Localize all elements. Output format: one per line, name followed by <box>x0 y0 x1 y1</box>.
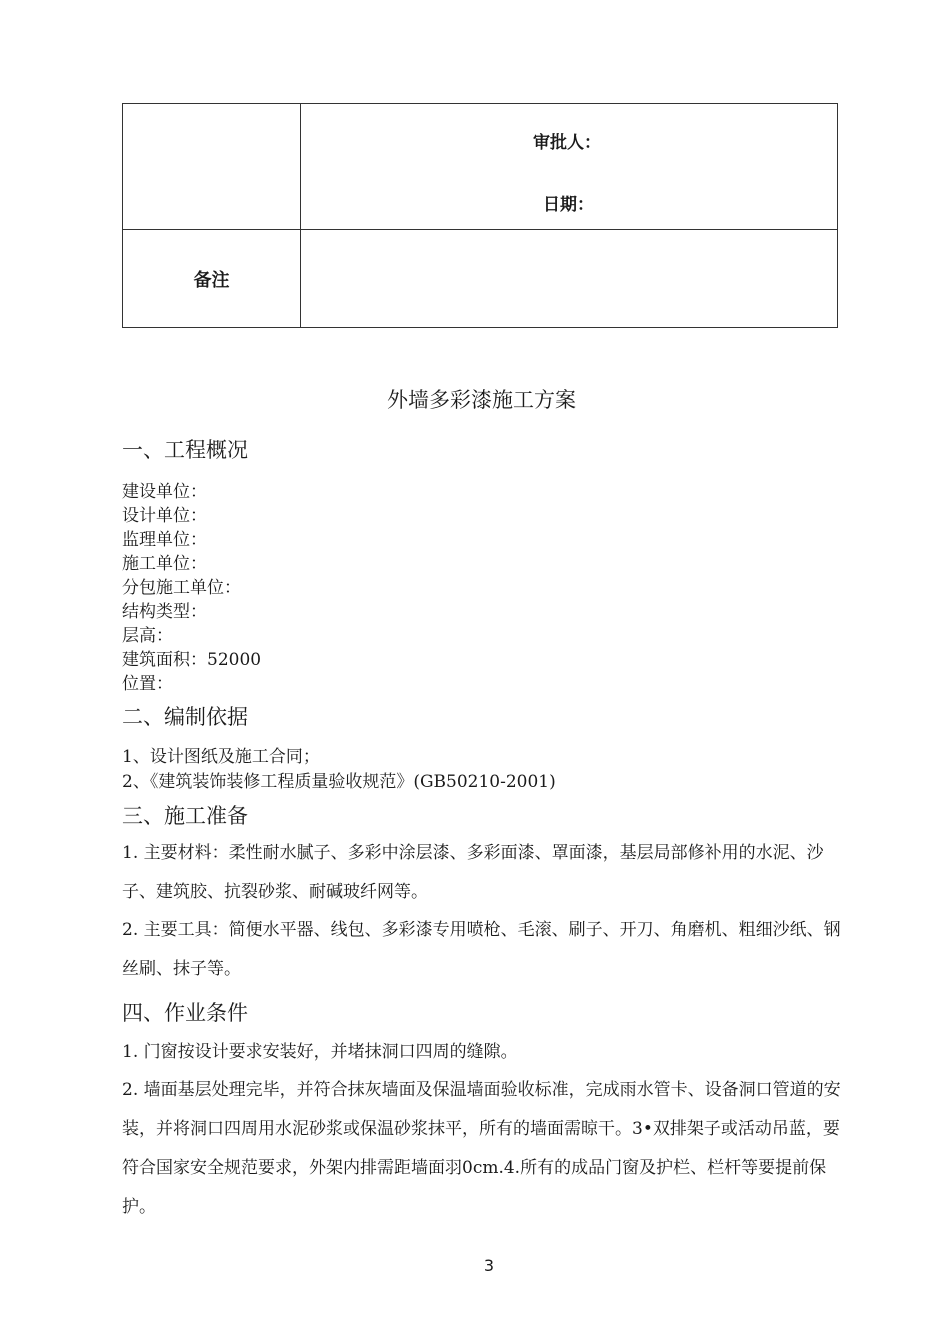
section-heading-basis: 二、编制依据 <box>122 705 248 729</box>
page-number: 3 <box>483 1256 495 1275</box>
approval-table <box>122 103 838 328</box>
condition-item: 2. 墙面基层处理完毕，并符合抹灰墙面及保温墙面验收标准，完成雨水管卡、设备洞口管道的安装，并将洞口四周用水泥砂浆或保温砂浆抹平，所有的墙面需晾干。3•双排架子或活动吊蓝，要符合国家安全规范要求，外架内排需距墙面羽0cm.4.所有的成品门窗及护栏、栏杆等要提前保护。 <box>122 1080 841 1217</box>
field-supervision-unit: 监理单位： <box>122 530 207 550</box>
field-structure-type: 结构类型： <box>122 602 207 622</box>
date-label: 日期： <box>543 195 594 215</box>
basis-item: 1、设计图纸及施工合同； <box>122 747 320 767</box>
approval-cell <box>301 104 838 230</box>
field-construction-unit: 建设单位： <box>122 482 207 502</box>
remarks-row <box>123 230 838 328</box>
preparation-tools: 2. 主要工具：简便水平器、线包、多彩漆专用喷枪、毛滚、刷子、开刀、角磨机、粗细沙纸、钢丝刷、抹子等。 <box>122 920 841 979</box>
remarks-label: 备注 <box>123 230 301 328</box>
field-design-unit: 设计单位： <box>122 506 207 526</box>
section-heading-preparation: 三、施工准备 <box>122 804 248 828</box>
document-title: 外墙多彩漆施工方案 <box>387 388 576 412</box>
preparation-materials: 1. 主要材料：柔性耐水腻子、多彩中涂层漆、多彩面漆、罩面漆，基层局部修补用的水泥、沙子、建筑胶、抗裂砂浆、耐碱玻纤网等。 <box>122 843 824 902</box>
approver-label: 审批人： <box>533 133 601 153</box>
condition-item: 1. 门窗按设计要求安装好，并堵抹洞口四周的缝隙。 <box>122 1042 518 1062</box>
section-heading-conditions: 四、作业条件 <box>122 1001 248 1025</box>
field-location: 位置： <box>122 674 173 694</box>
remarks-value-cell <box>301 230 838 328</box>
basis-item: 2、《建筑装饰装修工程质量验收规范》(GB50210-2001) <box>122 772 556 792</box>
approval-row <box>123 104 838 230</box>
field-contractor-unit: 施工单位： <box>122 554 207 574</box>
section-heading-overview: 一、工程概况 <box>122 438 248 462</box>
field-subcontractor-unit: 分包施工单位： <box>122 578 241 598</box>
field-floor-height: 层高： <box>122 626 173 646</box>
approval-label-cell <box>123 104 301 230</box>
field-building-area: 建筑面积：52000 <box>122 650 262 670</box>
